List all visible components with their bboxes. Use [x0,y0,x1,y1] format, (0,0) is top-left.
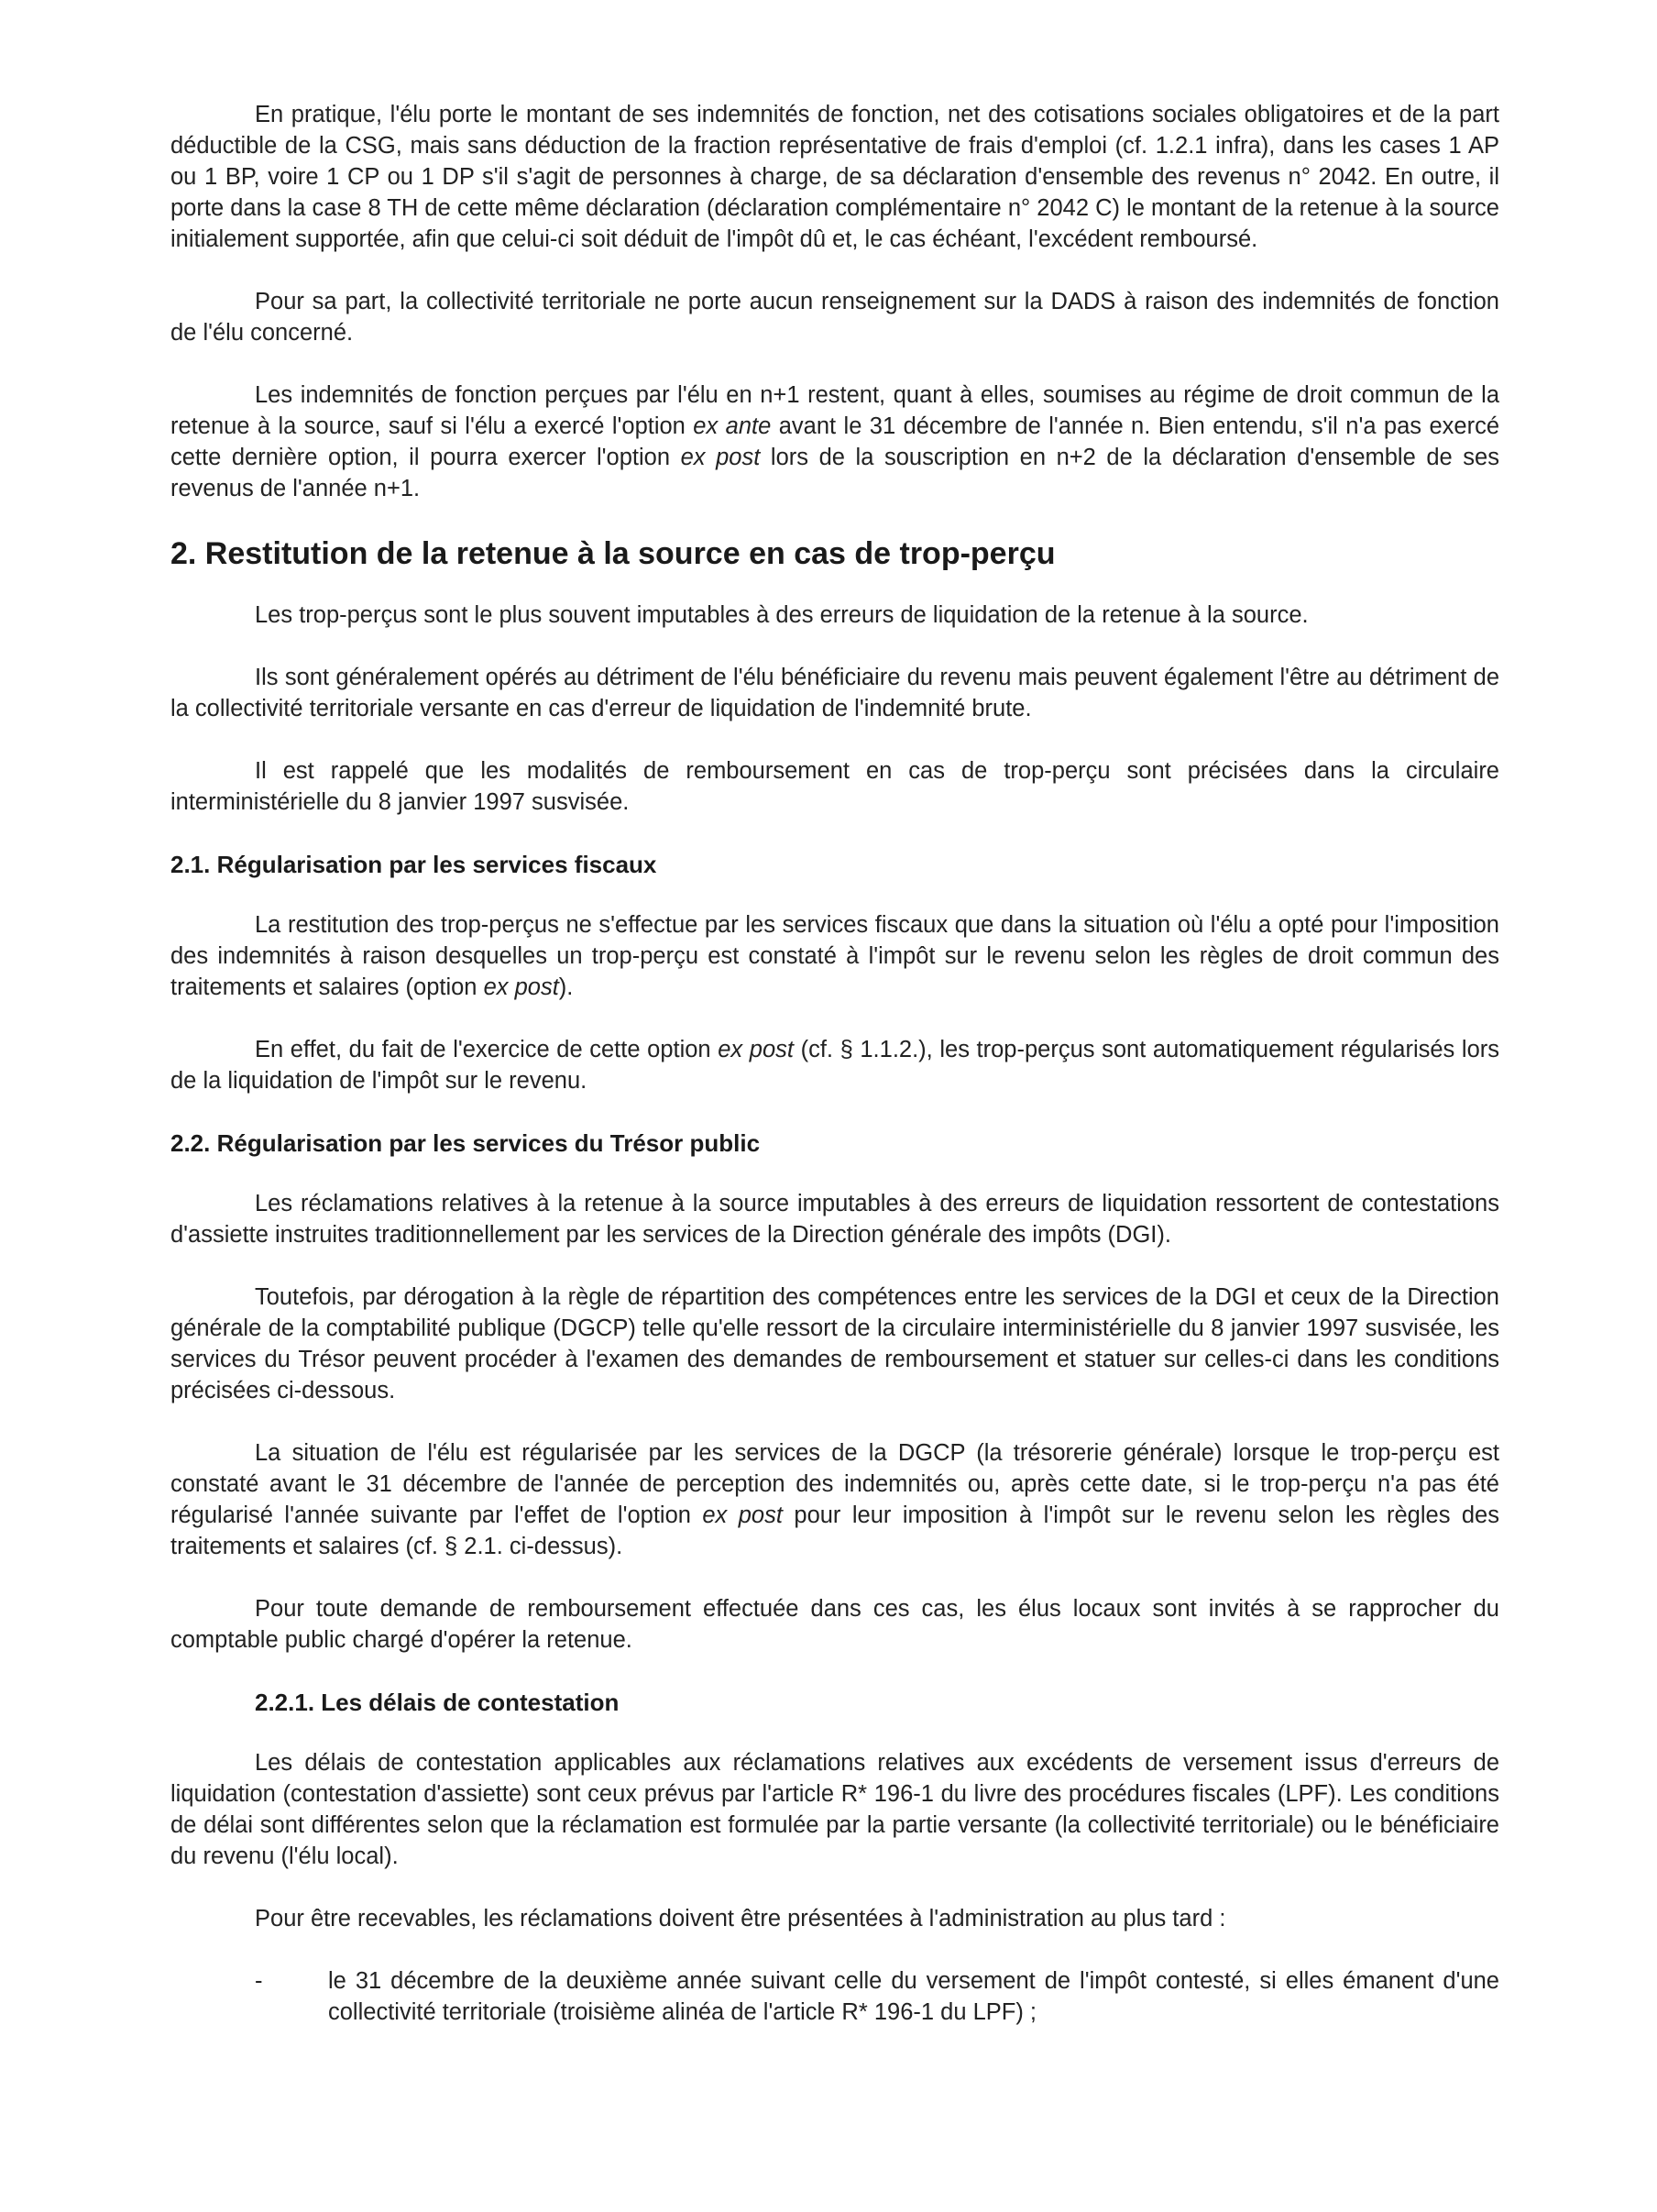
paragraph-option-ex-post: En effet, du fait de l'exercice de cette option ex post (cf. § 1.1.2.), les trop-perçus sont automatiquement régularisés lors de la liquidation de l'impôt sur le revenu. [170,1037,1499,1094]
paragraph-demande-remboursement: Pour toute demande de remboursement effectuée dans ces cas, les élus locaux sont invités à se rapprocher du comptable public chargé d'opérer la retenue. [170,1596,1499,1653]
paragraph-delais-contestation: Les délais de contestation applicables aux réclamations relatives aux excédents de versement issus d'erreurs de liquidation (contestation d'assiette) sont ceux prévus par l'article R* 196-1 du livre des procédures fiscales (LPF). Les conditions de délai sont différentes selon que la réclamation est formulée par la partie versante (la collectivité territoriale) ou le bénéficiaire du revenu (l'élu local). [170,1750,1499,1869]
paragraph-recevables: Pour être recevables, les réclamations doivent être présentées à l'administration au plus tard : [255,1906,1226,1931]
paragraph-dads: Pour sa part, la collectivité territoriale ne porte aucun renseignement sur la DADS à raison des indemnités de fonction de l'élu concerné. [170,289,1499,346]
paragraph-dgcp: La situation de l'élu est régularisée par les services de la DGCP (la trésorerie générale) lorsque le trop-perçu est constaté avant le 31 décembre de l'année de perception des indemnités ou, après cette date, si le trop-perçu n'a pas été régularisé l'année suivante par l'effet de l'option ex post pour leur imposition à l'impôt sur le revenu selon les règles des traitements et salaires (cf. § 2.1. ci-dessus). [170,1440,1499,1559]
paragraph-trop-percus: Les trop-perçus sont le plus souvent imputables à des erreurs de liquidation de la retenue à la source. [255,602,1309,628]
paragraph-derogation: Toutefois, par dérogation à la règle de répartition des compétences entre les services de la DGI et ceux de la Direction générale de la comptabilité publique (DGCP) telle qu'elle ressort de la circulaire interministérielle du 8 janvier 1997 susvisée, les services du Trésor peuvent procéder à l'examen des demandes de remboursement et statuer sur celles-ci dans les conditions précisées ci-dessous. [170,1284,1499,1403]
list-item [170,1965,1499,2028]
subheading-services-fiscaux: 2.1. Régularisation par les services fiscaux [170,851,657,878]
section-heading-restitution: 2. Restitution de la retenue à la source en cas de trop-perçu [170,536,1056,571]
paragraph-detriment: Ils sont généralement opérés au détriment de l'élu bénéficiaire du revenu mais peuvent également l'être au détriment de la collectivité territoriale versante en cas d'erreur de liquidation de l'indemnité brute. [170,665,1499,721]
paragraph-reclamations: Les réclamations relatives à la retenue à la source imputables à des erreurs de liquidation ressortent de contestations d'assiette instruites traditionnellement par les services de la Direction générale des impôts (DGI). [170,1191,1499,1248]
subheading-delais: 2.2.1. Les délais de contestation [255,1689,620,1716]
paragraph-n-plus-1: Les indemnités de fonction perçues par l'élu en n+1 restent, quant à elles, soumises au régime de droit commun de la retenue à la source, sauf si l'élu a exercé l'option ex ante avant le 31 décembre de l'année n. Bien entendu, s'il n'a pas exercé cette dernière option, il pourra exercer l'option ex post lors de la souscription en n+2 de la déclaration d'ensemble de ses revenus de l'année n+1. [170,382,1499,501]
paragraph-declaration: En pratique, l'élu porte le montant de ses indemnités de fonction, net des cotisations sociales obligatoires et de la part déductible de la CSG, mais sans déduction de la fraction représentative de frais d'emploi (cf. 1.2.1 infra), dans les cases 1 AP ou 1 BP, voire 1 CP ou 1 DP s'il s'agit de personnes à charge, de sa déclaration d'ensemble des revenus n° 2042. En outre, il porte dans la case 8 TH de cette même déclaration (déclaration complémentaire n° 2042 C) le montant de la retenue à la source initialement supportée, afin que celui-ci soit déduit de l'impôt dû et, le cas échéant, l'excédent remboursé. [170,102,1499,252]
list-item-text: le 31 décembre de la deuxième année suivant celle du versement de l'impôt contesté, si elles émanent d'une collectivité territoriale (troisième alinéa de l'article R* 196-1 du LPF) ; [328,1968,1499,2025]
bullet-dash: - [255,1968,263,1994]
subheading-tresor-public: 2.2. Régularisation par les services du Trésor public [170,1129,761,1157]
paragraph-restitution-fiscale: La restitution des trop-perçus ne s'effectue par les services fiscaux que dans la situation où l'élu a opté pour l'imposition des indemnités à raison desquelles un trop-perçu est constaté à l'impôt sur le revenu selon les règles de droit commun des traitements et salaires (option ex post). [170,912,1499,1000]
paragraph-circulaire: Il est rappelé que les modalités de remboursement en cas de trop-perçu sont précisées dans la circulaire interministérielle du 8 janvier 1997 susvisée. [170,758,1499,815]
